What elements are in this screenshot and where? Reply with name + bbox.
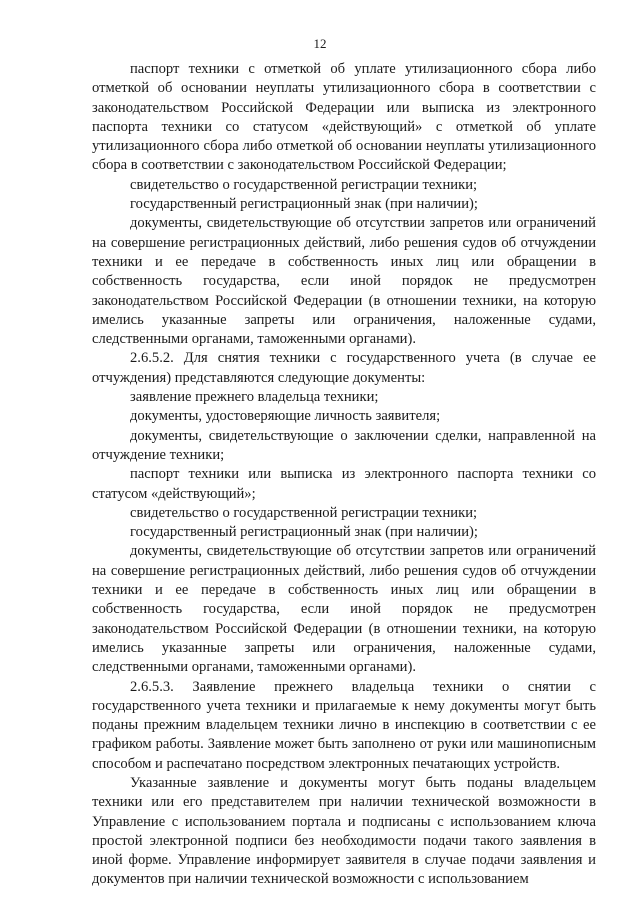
document-body (92, 60, 596, 890)
page-number: 12 (313, 36, 327, 51)
paragraph-electronic-submission: Указанные заявление и документы могут быть поданы владельцем техники или его представителем при наличии технической возможности в Управление с использованием портала и подписаны с использованием ключа простой электронной подписи без необходимости подачи такого заявления в иной форме. Управление информирует заявителя в случае подачи заявления и документов при наличии технической возможности с использованием (92, 774, 596, 888)
paragraph-tech-passport-status: паспорт техники или выписка из электронного паспорта техники со статусом «действующий»; (92, 466, 596, 502)
paragraph-registration-certificate-2: свидетельство о государственной регистрации техники; (130, 504, 478, 521)
paragraph-restrictions-documents: документы, свидетельствующие об отсутствии запретов или ограничений на совершение регистрационных действий, либо решения судов об отчуждении техники и ее передаче в собственность иных лиц или обращении в собственность государства, если иной порядок не предусмотрен законодательством Российской Федерации (в отношении техники, на которую имелись указанные запреты или ограничения, наложенные судами, следственными органами, таможенными органами). (92, 215, 596, 348)
paragraph-identity-documents: документы, удостоверяющие личность заявителя; (130, 408, 441, 425)
paragraph-registration-plate: государственный регистрационный знак (при наличии); (130, 196, 478, 213)
paragraph-registration-certificate: свидетельство о государственной регистрации техники; (130, 176, 478, 193)
paragraph-registration-plate-2: государственный регистрационный знак (при наличии); (130, 524, 478, 541)
paragraph-tech-passport: паспорт техники с отметкой об уплате утилизационного сбора либо отметкой об основании неуплаты утилизационного сбора в соответствии с законодательством Российской Федерации или выписка из электронного паспорта техники со статусом «действующий» с отметкой об уплате утилизационного сбора либо отметкой об основании неуплаты утилизационного сбора в соответствии с законодательством Российской Федерации; (92, 61, 596, 174)
paragraph-restrictions-documents-2: документы, свидетельствующие об отсутствии запретов или ограничений на совершение регистрационных действий, либо решения судов об отчуждении техники и ее передаче в собственность иных лиц или обращении в собственность государства, если иной порядок не предусмотрен законодательством Российской Федерации (в отношении техники, на которую имелись указанные запреты или ограничения, наложенные судами, следственными органами, таможенными органами). (92, 543, 596, 676)
paragraph-previous-owner-application: заявление прежнего владельца техники; (130, 389, 379, 406)
paragraph-section-2-6-5-2: 2.6.5.2. Для снятия техники с государственного учета (в случае ее отчуждения) представляются следующие документы: (92, 350, 596, 386)
paragraph-section-2-6-5-3: 2.6.5.3. Заявление прежнего владельца техники о снятии с государственного учета техники и прилагаемые к нему документы могут быть поданы прежним владельцем техники лично в инспекцию в соответствии с ее графиком работы. Заявление может быть заполнено от руки или машинописным способом и распечатано посредством электронных печатающих устройств. (92, 678, 596, 772)
paragraph-transaction-documents: документы, свидетельствующие о заключении сделки, направленной на отчуждение техники; (92, 427, 596, 463)
